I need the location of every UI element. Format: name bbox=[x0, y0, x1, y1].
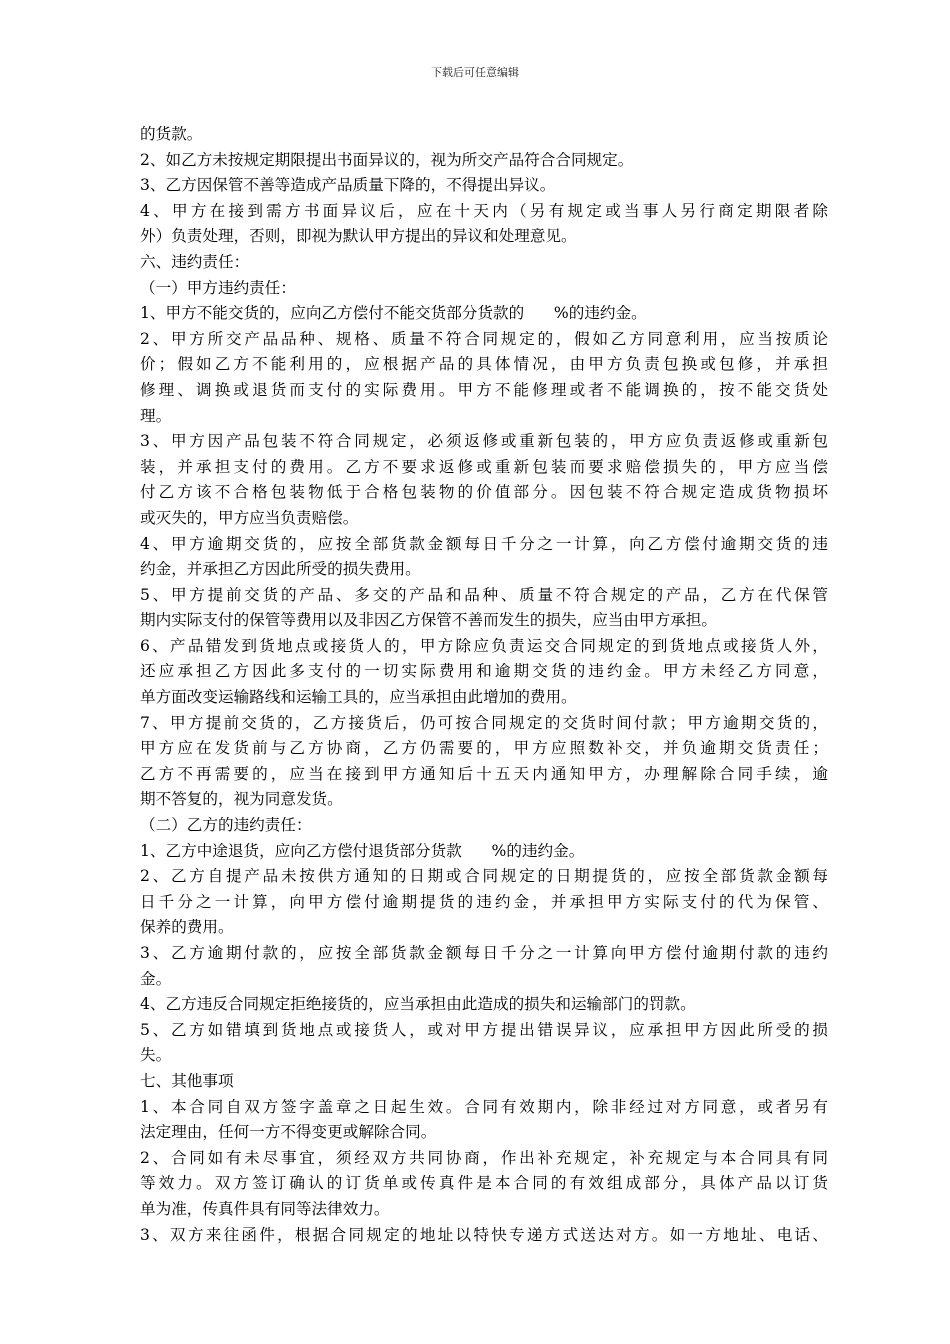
text-line: 法定理由，任何一方不得变更或解除合同。 bbox=[140, 1123, 437, 1142]
text-line: 2、如乙方未按规定期限提出书面异议的，视为所交产品符合合同规定。 bbox=[140, 150, 634, 169]
text-line: 期不答复的，视为同意发货。 bbox=[140, 790, 343, 809]
text-line: 约金，并承担乙方因此所受的损失费用。 bbox=[140, 560, 421, 579]
text-line: 2、乙方自提产品未按供方通知的日期或合同规定的日期提货的，应按全部货款金额每 bbox=[140, 867, 828, 886]
text-line: （一）甲方违约责任： bbox=[140, 278, 296, 297]
text-line: 乙方不再需要的，应当在接到甲方通知后十五天内通知甲方，办理解除合同手续，逾 bbox=[140, 764, 828, 783]
text-line: 2、甲方所交产品品种、规格、质量不符合同规定的，假如乙方同意利用，应当按质论 bbox=[140, 329, 828, 348]
text-line: 4、甲方在接到需方书面异议后，应在十天内（另有规定或当事人另行商定期限者除 bbox=[140, 201, 828, 220]
text-line: 等效力。双方签订确认的订货单或传真件是本合同的有效组成部分，具体产品以订货 bbox=[140, 1174, 828, 1193]
text-line: 金。 bbox=[140, 969, 172, 988]
text-line: 1、乙方中途退货，应向乙方偿付退货部分货款 %的违约金。 bbox=[140, 841, 585, 860]
text-line: 2、合同如有未尽事宜，须经双方共同协商，作出补充规定，补充规定与本合同具有同 bbox=[140, 1148, 828, 1167]
text-line: 1、本合同自双方签字盖章之日起生效。合同有效期内，除非经过对方同意，或者另有 bbox=[140, 1097, 828, 1116]
text-line: 3、双方来往函件，根据合同规定的地址以特快专递方式送达对方。如一方地址、电话、 bbox=[140, 1225, 828, 1244]
text-line: 4、乙方违反合同规定拒绝接货的，应当承担由此造成的损失和运输部门的罚款。 bbox=[140, 995, 696, 1014]
text-line: 3、乙方因保管不善等造成产品质量下降的，不得提出异议。 bbox=[140, 176, 556, 195]
text-line: 外）负责处理，否则，即视为默认甲方提出的异议和处理意见。 bbox=[140, 227, 577, 246]
text-line: 六、违约责任： bbox=[140, 252, 250, 271]
text-line: 1、甲方不能交货的，应向乙方偿付不能交货部分货款的 %的违约金。 bbox=[140, 304, 647, 323]
text-line: 价；假如乙方不能利用的，应根据产品的具体情况，由甲方负责包换或包修，并承担 bbox=[140, 355, 828, 374]
text-line: 七、其他事项 bbox=[140, 1071, 234, 1090]
text-line: 5、甲方提前交货的产品、多交的产品和品种、质量不符合规定的产品，乙方在代保管 bbox=[140, 585, 828, 604]
text-line: 单为准，传真件具有同等法律效力。 bbox=[140, 1199, 390, 1218]
text-line: 3、甲方因产品包装不符合同规定，必须返修或重新包装的，甲方应负责返修或重新包 bbox=[140, 432, 828, 451]
text-line: 甲方应在发货前与乙方协商，乙方仍需要的，甲方应照数补交，并负逾期交货责任； bbox=[140, 739, 828, 758]
text-line: 日千分之一计算，向甲方偿付逾期提货的违约金，并承担甲方实际支付的代为保管、 bbox=[140, 892, 828, 911]
text-line: 6、产品错发到货地点或接货人的，甲方除应负责运交合同规定的到货地点或接货人外， bbox=[140, 636, 828, 655]
text-line: 理。 bbox=[140, 406, 172, 425]
text-line: 3、乙方逾期付款的，应按全部货款金额每日千分之一计算向甲方偿付逾期付款的违约 bbox=[140, 944, 828, 962]
text-line: 修理、调换或退货而支付的实际费用。甲方不能修理或者不能调换的，按不能交货处 bbox=[140, 380, 828, 399]
text-line: 或灭失的，甲方应当负责赔偿。 bbox=[140, 508, 359, 527]
document-body bbox=[140, 122, 828, 1248]
text-line: 付乙方该不合格包装物低于合格包装物的价值部分。因包装不符合规定造成货物损坏 bbox=[140, 483, 828, 502]
text-line: 的货款。 bbox=[140, 125, 203, 143]
text-line: 5、乙方如错填到货地点或接货人，或对甲方提出错误异议，应承担甲方因此所受的损 bbox=[140, 1020, 828, 1039]
page-header: 下载后可任意编辑 bbox=[431, 66, 519, 79]
text-line: 还应承担乙方因此多支付的一切实际费用和逾期交货的违约金。甲方未经乙方同意， bbox=[140, 662, 828, 681]
text-line: 4、甲方逾期交货的，应按全部货款金额每日千分之一计算，向乙方偿付逾期交货的违 bbox=[140, 534, 828, 553]
text-line: 单方面改变运输路线和运输工具的，应当承担由此增加的费用。 bbox=[140, 688, 577, 707]
text-line: 保养的费用。 bbox=[140, 918, 234, 937]
text-line: 7、甲方提前交货的，乙方接货后，仍可按合同规定的交货时间付款；甲方逾期交货的， bbox=[140, 713, 828, 732]
text-line: 失。 bbox=[140, 1046, 172, 1065]
text-line: 装，并承担支付的费用。乙方不要求返修或重新包装而要求赔偿损失的，甲方应当偿 bbox=[140, 457, 828, 476]
text-line: （二）乙方的违约责任： bbox=[140, 816, 312, 835]
text-line: 期内实际支付的保管等费用以及非因乙方保管不善而发生的损失，应当由甲方承担。 bbox=[140, 611, 717, 630]
